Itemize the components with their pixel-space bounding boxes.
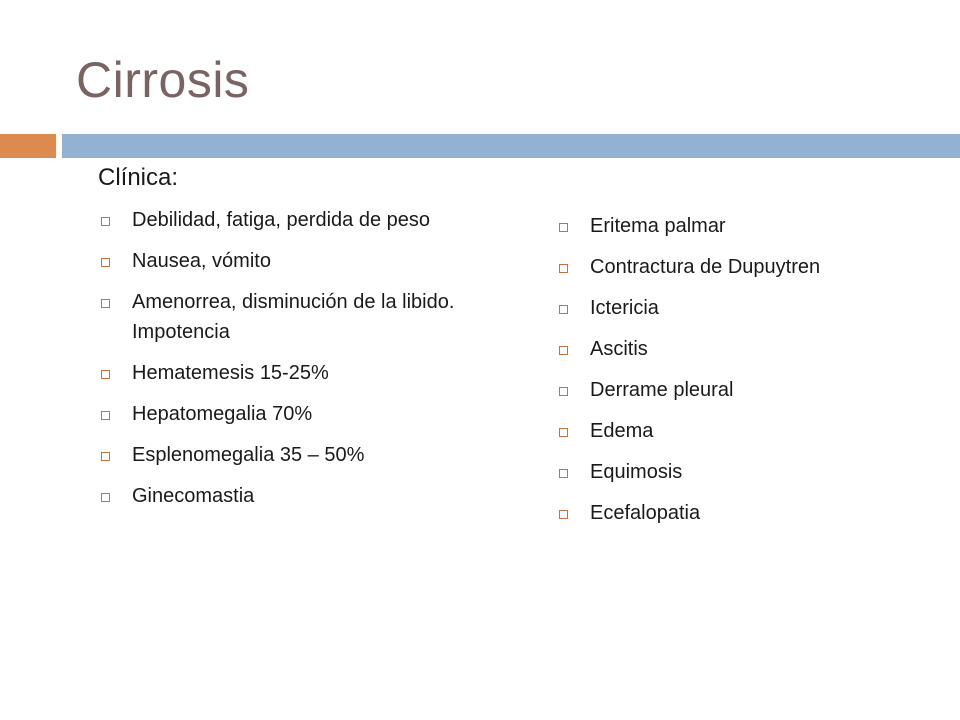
list-item: [556, 334, 916, 364]
square-bullet-icon: [559, 223, 568, 232]
list-item: [556, 211, 916, 241]
square-bullet-icon: [559, 305, 568, 314]
list-item-text: Ictericia: [590, 297, 659, 319]
square-bullet-icon: [101, 299, 110, 308]
square-bullet-icon: [101, 411, 110, 420]
square-bullet-icon: [101, 217, 110, 226]
square-bullet-icon: [559, 510, 568, 519]
list-item-text: Ginecomastia: [132, 485, 255, 507]
square-bullet-icon: [559, 428, 568, 437]
list-item-text: Eritema palmar: [590, 215, 726, 237]
list-item: [98, 358, 478, 388]
list-item-text: Debilidad, fatiga, perdida de peso: [132, 209, 430, 231]
list-item-text: Hepatomegalia 70%: [132, 403, 313, 425]
square-bullet-icon: [101, 370, 110, 379]
square-bullet-icon: [559, 264, 568, 273]
list-item-text: Hematemesis 15-25%: [132, 362, 329, 384]
section-heading: Clínica:: [98, 164, 179, 191]
slide-title: Cirrosis: [76, 52, 250, 108]
list-item-text: Derrame pleural: [590, 379, 734, 401]
list-item-text: Esplenomegalia 35 – 50%: [132, 444, 365, 466]
list-item: [98, 440, 478, 470]
right-bullet-list: [556, 211, 916, 539]
left-bullet-list: [98, 205, 478, 522]
list-item: [556, 498, 916, 528]
list-item: [556, 457, 916, 487]
square-bullet-icon: [101, 258, 110, 267]
list-item: [98, 399, 478, 429]
list-item: [556, 252, 916, 282]
list-item: [98, 481, 478, 511]
list-item: [556, 375, 916, 405]
square-bullet-icon: [101, 452, 110, 461]
list-item-text: Edema: [590, 420, 654, 442]
square-bullet-icon: [559, 469, 568, 478]
title-accent-bar-orange: [0, 134, 56, 158]
list-item: [556, 416, 916, 446]
square-bullet-icon: [101, 493, 110, 502]
square-bullet-icon: [559, 346, 568, 355]
list-item-text: Contractura de Dupuytren: [590, 256, 821, 278]
list-item-text: Ascitis: [590, 338, 648, 360]
list-item: [98, 205, 478, 235]
list-item-text: Equimosis: [590, 461, 683, 483]
list-item-text: Ecefalopatia: [590, 502, 701, 524]
list-item: [556, 293, 916, 323]
list-item-text: Amenorrea, disminución de la libido. Impotencia: [132, 291, 455, 343]
list-item-text: Nausea, vómito: [132, 250, 271, 272]
list-item: [98, 246, 478, 276]
square-bullet-icon: [559, 387, 568, 396]
title-accent-bar-blue: [62, 134, 960, 158]
list-item: [98, 287, 478, 347]
